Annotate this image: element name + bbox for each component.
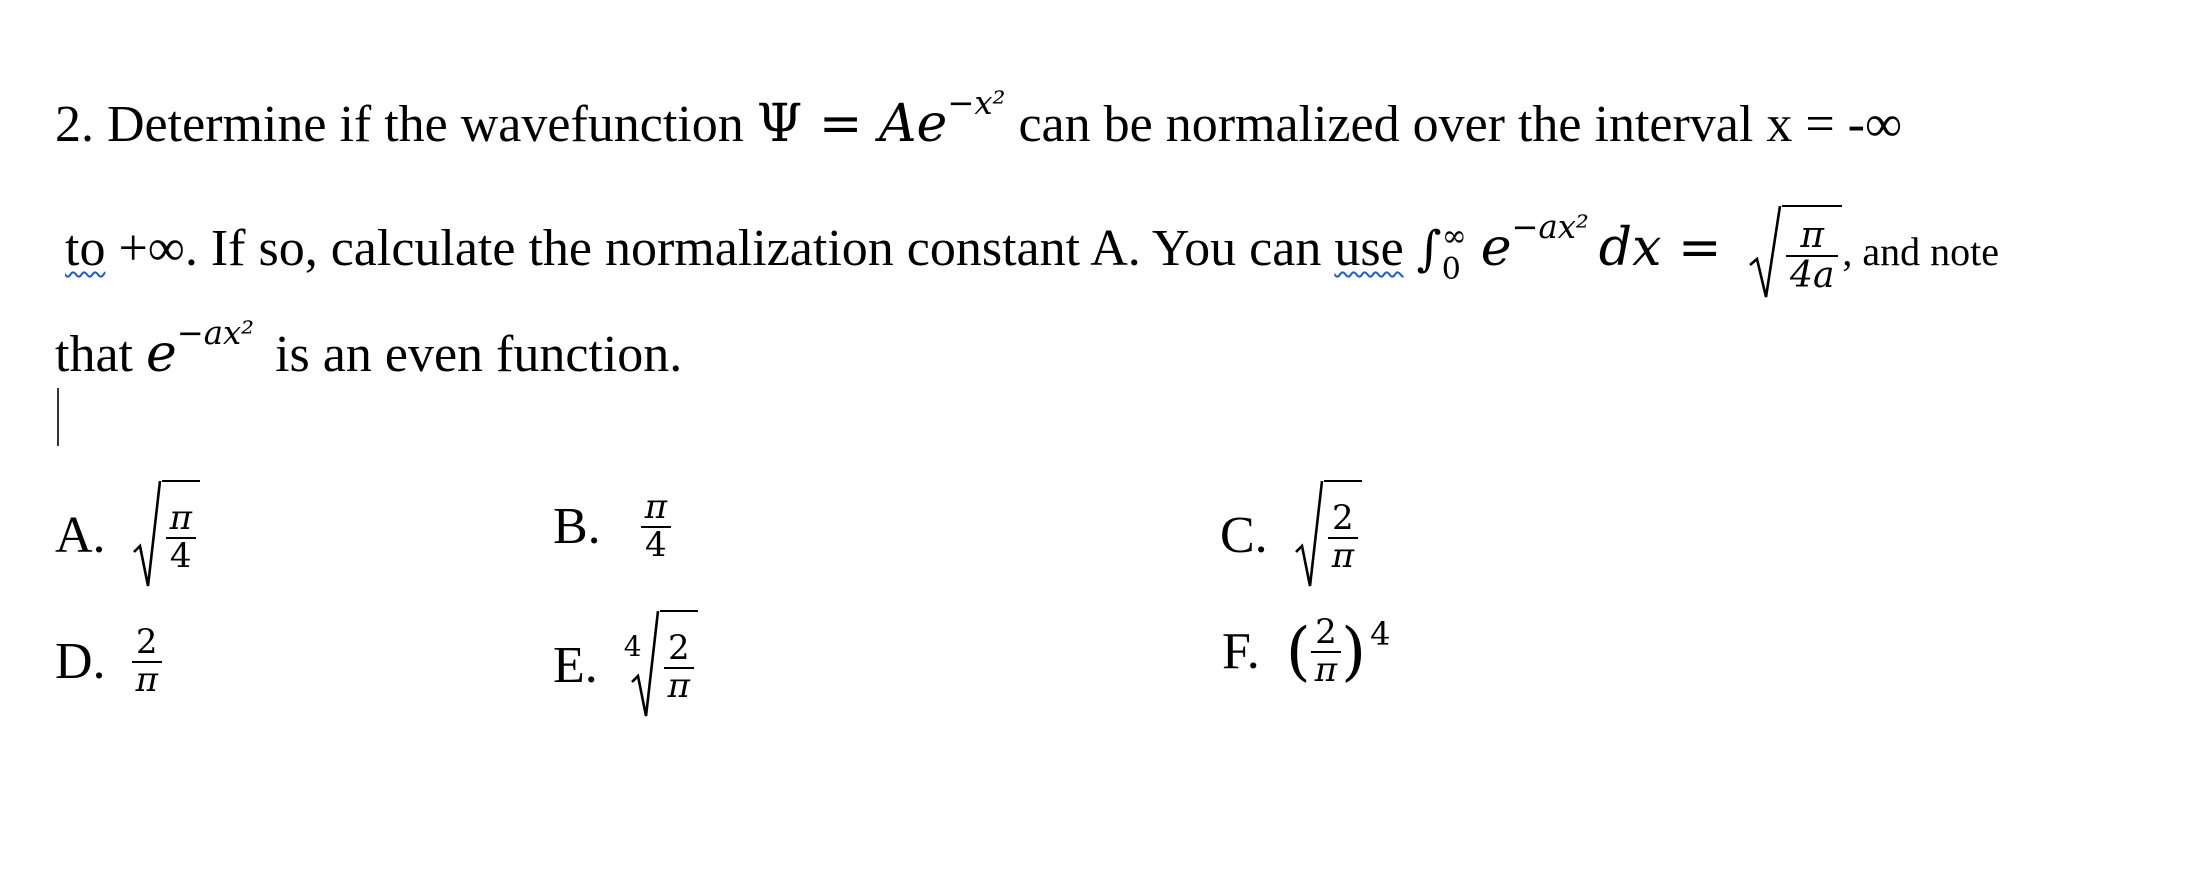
- question-text-1a: Determine if the wavefunction: [107, 96, 744, 153]
- option-b-den: 4: [645, 524, 667, 565]
- option-a-label: A.: [55, 506, 106, 564]
- option-d-num: 2: [135, 622, 158, 662]
- option-e-root-index: 4: [623, 630, 642, 663]
- dx-equals: dx =: [1598, 217, 1739, 278]
- option-e[interactable]: [553, 610, 698, 720]
- integral-lower: 0: [1441, 252, 1461, 287]
- integrand-base: e: [1480, 217, 1512, 278]
- option-b[interactable]: [553, 487, 671, 565]
- option-f[interactable]: [1222, 612, 1391, 690]
- option-a-num: π: [169, 498, 192, 539]
- integral-upper: ∞: [1441, 219, 1467, 254]
- option-f-num: 2: [1315, 612, 1337, 652]
- exponent-1: −x²: [947, 83, 1006, 122]
- question-text-3a: that: [55, 326, 133, 383]
- option-c-den: π: [1331, 536, 1355, 576]
- option-c-label: C.: [1220, 506, 1268, 564]
- option-d-den: π: [135, 659, 158, 700]
- question-line-3: [55, 313, 683, 384]
- given-den: 4a: [1790, 255, 1835, 296]
- left-paren: (: [1285, 614, 1311, 689]
- integral-sign: ∫: [1416, 220, 1442, 277]
- option-a-den: 4: [169, 536, 192, 576]
- text-cursor: [57, 388, 59, 446]
- option-c[interactable]: [1220, 480, 1362, 590]
- question-text-2a: +∞. If so, calculate the normalization constant A. You can: [118, 219, 1322, 277]
- option-a[interactable]: [55, 480, 200, 590]
- psi-symbol: Ψ =: [756, 94, 879, 154]
- question-text-3b: is an even function.: [275, 326, 683, 383]
- option-e-label: E.: [553, 636, 598, 694]
- right-paren: ): [1341, 614, 1367, 689]
- option-d-label: D.: [55, 633, 106, 691]
- sqrt-pi-over-4a: [1748, 205, 1842, 301]
- exp-base: e: [916, 94, 948, 154]
- question-text-1b: can be normalized over the interval x = -∞: [1018, 96, 1903, 153]
- question-text-2b: , and note: [1842, 228, 2000, 274]
- option-f-den: π: [1314, 649, 1338, 690]
- option-e-den: π: [667, 666, 690, 706]
- exponent-2: −ax²: [1511, 207, 1589, 246]
- question-line-2: [65, 205, 1999, 301]
- word-to: to: [65, 219, 106, 277]
- option-c-num: 2: [1332, 498, 1354, 539]
- option-d[interactable]: [55, 622, 162, 700]
- radical-sign-icon: [1294, 480, 1324, 590]
- given-num: π: [1800, 215, 1825, 257]
- constant-a: A: [878, 94, 917, 154]
- option-e-num: 2: [667, 628, 690, 669]
- even-func-base: e: [145, 324, 177, 384]
- question-number: 2.: [55, 96, 94, 153]
- exponent-3: −ax²: [176, 313, 255, 352]
- radical-sign-icon: [1748, 205, 1782, 301]
- question-line-1: [55, 83, 1903, 154]
- option-b-label: B.: [553, 498, 601, 556]
- radical-sign-icon: [132, 480, 162, 590]
- option-b-num: π: [644, 487, 668, 527]
- radical-sign-icon: [630, 610, 660, 720]
- option-f-label: F.: [1222, 623, 1260, 681]
- option-f-power: 4: [1370, 615, 1391, 653]
- word-use: use: [1334, 219, 1404, 277]
